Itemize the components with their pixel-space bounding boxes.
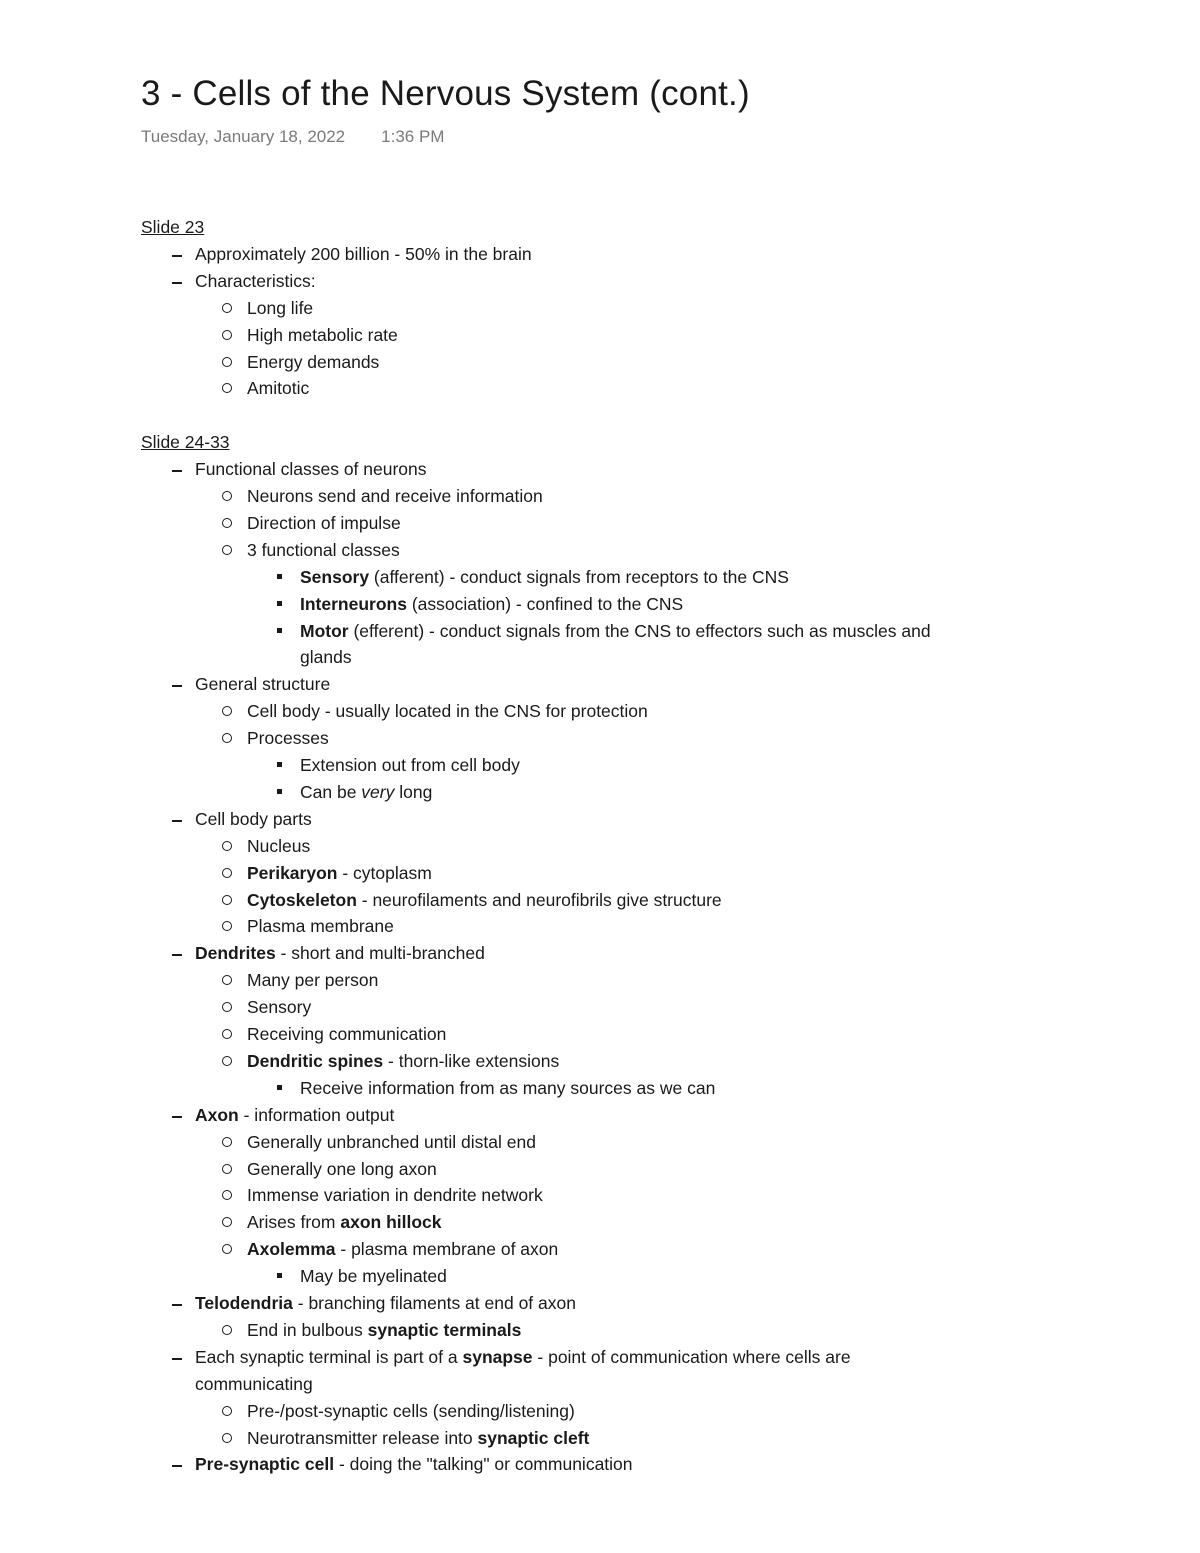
italic-text: very xyxy=(361,781,395,802)
item-text: Can be xyxy=(300,781,362,802)
bold-term: Telodendria xyxy=(195,1293,293,1313)
square-bullet-icon xyxy=(277,1085,282,1090)
outline-item xyxy=(247,537,400,563)
square-bullet-icon xyxy=(277,574,282,579)
circle-bullet-icon xyxy=(222,1217,232,1227)
outline-item xyxy=(300,618,931,644)
item-text: Arises from xyxy=(247,1212,341,1233)
item-text: Receiving communication xyxy=(247,1024,447,1044)
dash-bullet-icon xyxy=(172,685,182,687)
item-text: Neurotransmitter release into xyxy=(247,1427,478,1448)
item-text: Characteristics: xyxy=(195,270,316,291)
outline-item xyxy=(247,295,313,321)
square-bullet-icon xyxy=(277,601,282,606)
circle-bullet-icon xyxy=(222,1056,232,1066)
outline-item xyxy=(247,994,311,1020)
bold-term: Interneurons xyxy=(300,593,407,614)
outline-item xyxy=(247,887,722,913)
circle-bullet-icon xyxy=(222,1244,232,1254)
section-heading: Slide 24-33 xyxy=(141,432,230,453)
circle-bullet-icon xyxy=(222,303,232,313)
outline-item xyxy=(300,1075,715,1101)
outline-item xyxy=(247,1129,536,1155)
outline-item xyxy=(247,1182,543,1208)
item-text: - cytoplasm xyxy=(337,862,432,883)
outline-item xyxy=(300,752,520,778)
item-text: - plasma membrane of axon xyxy=(335,1239,559,1260)
square-bullet-icon xyxy=(277,762,282,767)
outline-item xyxy=(247,322,398,348)
bold-term: Dendritic spines xyxy=(247,1050,384,1071)
outline-item xyxy=(247,1398,575,1424)
outline-item xyxy=(195,1371,313,1397)
item-text: Sensory xyxy=(247,997,312,1018)
item-text: Energy demands xyxy=(247,351,380,372)
dash-bullet-icon xyxy=(172,255,182,257)
item-text: Many per person xyxy=(247,970,379,991)
outline-item xyxy=(247,375,309,401)
page-meta xyxy=(141,127,444,147)
item-text: Approximately 200 billion - 50% in the brain xyxy=(195,243,532,264)
outline-item xyxy=(247,913,394,939)
outline-item xyxy=(300,564,789,590)
item-text: (association) - confined to the CNS xyxy=(406,593,684,614)
outline-item xyxy=(300,1263,447,1289)
square-bullet-icon xyxy=(277,1273,282,1278)
item-text: Each synaptic terminal is part of a xyxy=(195,1346,463,1367)
item-text: long xyxy=(394,781,433,802)
circle-bullet-icon xyxy=(222,706,232,716)
item-text: Processes xyxy=(247,728,329,749)
outline-item xyxy=(247,510,401,536)
outline-item xyxy=(247,483,543,509)
outline-item xyxy=(195,1451,633,1477)
outline-item xyxy=(247,698,648,724)
circle-bullet-icon xyxy=(222,841,232,851)
outline-item xyxy=(300,591,683,617)
outline-item xyxy=(195,940,485,966)
circle-bullet-icon xyxy=(222,383,232,393)
circle-bullet-icon xyxy=(222,868,232,878)
bold-term: Motor xyxy=(300,620,349,641)
dash-bullet-icon xyxy=(172,470,182,472)
outline-item xyxy=(195,241,532,267)
outline-item xyxy=(247,1209,442,1235)
page-title: 3 - Cells of the Nervous System (cont.) xyxy=(141,74,750,113)
item-text: Neurons send and receive information xyxy=(247,486,543,506)
bold-term: Axon xyxy=(195,1104,239,1125)
item-text: - thorn-like extensions xyxy=(383,1050,560,1071)
circle-bullet-icon xyxy=(222,1190,232,1200)
outline-item xyxy=(247,860,432,886)
item-text: glands xyxy=(300,647,352,668)
circle-bullet-icon xyxy=(222,1325,232,1335)
item-text: General structure xyxy=(195,674,331,695)
outline-item xyxy=(195,456,427,482)
outline-item xyxy=(247,349,379,375)
outline-item xyxy=(247,1048,559,1074)
square-bullet-icon xyxy=(277,628,282,633)
item-text: High metabolic rate xyxy=(247,324,398,345)
dash-bullet-icon xyxy=(172,1304,182,1306)
outline-item xyxy=(195,671,330,697)
page-date: Tuesday, January 18, 2022 xyxy=(141,127,346,146)
bold-term: synaptic terminals xyxy=(367,1319,522,1340)
item-text: (efferent) - conduct signals from the CNS to effectors such as muscles and xyxy=(348,620,931,641)
circle-bullet-icon xyxy=(222,1029,232,1039)
bold-term: axon hillock xyxy=(340,1212,442,1233)
item-text: Cell body parts xyxy=(195,808,312,829)
outline-item xyxy=(300,779,432,805)
circle-bullet-icon xyxy=(222,895,232,905)
bold-term: synaptic cleft xyxy=(477,1427,590,1448)
item-text: Extension out from cell body xyxy=(300,755,520,775)
item-text: End in bulbous xyxy=(247,1319,368,1340)
circle-bullet-icon xyxy=(222,1137,232,1147)
item-text: - information output xyxy=(238,1104,395,1125)
item-text: Cell body - usually located in the CNS for protection xyxy=(247,701,648,722)
item-text: - short and multi-branched xyxy=(275,943,485,964)
circle-bullet-icon xyxy=(222,1164,232,1174)
item-text: Plasma membrane xyxy=(247,916,394,937)
circle-bullet-icon xyxy=(222,733,232,743)
dash-bullet-icon xyxy=(172,820,182,822)
outline-item xyxy=(247,1236,558,1262)
circle-bullet-icon xyxy=(222,518,232,528)
circle-bullet-icon xyxy=(222,545,232,555)
outline-item xyxy=(247,1317,521,1343)
item-text: (afferent) - conduct signals from receptors to the CNS xyxy=(369,566,789,587)
bold-term: Sensory xyxy=(300,566,370,587)
dash-bullet-icon xyxy=(172,282,182,284)
section-heading: Slide 23 xyxy=(141,217,205,237)
item-text: May be myelinated xyxy=(300,1266,447,1287)
dash-bullet-icon xyxy=(172,954,182,956)
item-text: Direction of impulse xyxy=(247,512,401,533)
outline-item xyxy=(195,806,312,832)
item-text: communicating xyxy=(195,1373,313,1394)
outline-item xyxy=(247,1021,446,1047)
dash-bullet-icon xyxy=(172,1465,182,1467)
item-text: Generally one long axon xyxy=(247,1158,437,1179)
item-text: - point of communication where cells are xyxy=(532,1346,851,1367)
outline-item xyxy=(195,1102,394,1128)
item-text: - neurofilaments and neurofibrils give structure xyxy=(356,889,722,910)
item-text: - branching filaments at end of axon xyxy=(292,1293,576,1313)
outline-item xyxy=(195,1290,576,1316)
item-text: Receive information from as many sources as we can xyxy=(300,1077,716,1098)
circle-bullet-icon xyxy=(222,491,232,501)
bold-term: Perikaryon xyxy=(247,862,338,883)
bold-term: Axolemma xyxy=(247,1239,336,1260)
circle-bullet-icon xyxy=(222,921,232,931)
outline-item xyxy=(247,833,310,859)
circle-bullet-icon xyxy=(222,1406,232,1416)
item-text: Pre-/post-synaptic cells (sending/listening) xyxy=(247,1400,575,1421)
dash-bullet-icon xyxy=(172,1358,182,1360)
outline-item xyxy=(195,268,316,294)
item-text: Immense variation in dendrite network xyxy=(247,1185,543,1206)
outline-item xyxy=(247,1425,589,1451)
square-bullet-icon xyxy=(277,789,282,794)
item-text: 3 functional classes xyxy=(247,539,400,560)
outline-item xyxy=(247,967,378,993)
outline-item xyxy=(195,1344,851,1370)
outline-item xyxy=(247,1156,437,1182)
circle-bullet-icon xyxy=(222,1002,232,1012)
circle-bullet-icon xyxy=(222,975,232,985)
bold-term: Cytoskeleton xyxy=(247,889,357,910)
page-time: 1:36 PM xyxy=(381,127,445,146)
circle-bullet-icon xyxy=(222,330,232,340)
dash-bullet-icon xyxy=(172,1116,182,1118)
bold-term: synapse xyxy=(462,1346,533,1367)
circle-bullet-icon xyxy=(222,357,232,367)
bold-term: Pre-synaptic cell xyxy=(195,1454,335,1475)
item-text: Generally unbranched until distal end xyxy=(247,1131,536,1152)
item-text: Nucleus xyxy=(247,835,311,856)
item-text: - doing the "talking" or communication xyxy=(334,1454,633,1475)
item-text: Functional classes of neurons xyxy=(195,459,427,480)
item-text: Long life xyxy=(247,297,314,318)
item-text: Amitotic xyxy=(247,378,310,399)
bold-term: Dendrites xyxy=(195,943,276,964)
outline-item xyxy=(300,644,352,670)
circle-bullet-icon xyxy=(222,1433,232,1443)
outline-item xyxy=(247,725,329,751)
